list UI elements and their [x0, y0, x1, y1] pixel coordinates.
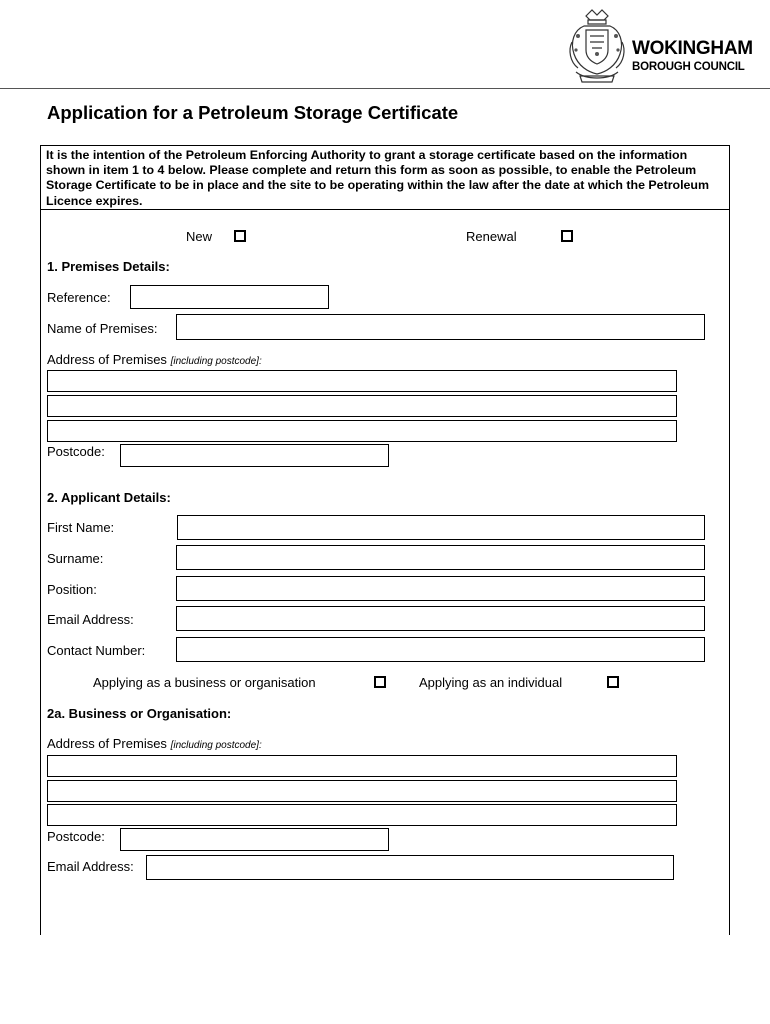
business-address-note: [including postcode]:	[170, 740, 262, 751]
renewal-label: Renewal	[466, 229, 517, 244]
applicant-email-field[interactable]	[176, 606, 705, 631]
contact-number-label: Contact Number:	[47, 643, 146, 658]
business-postcode-label: Postcode:	[47, 829, 105, 844]
contact-number-field[interactable]	[176, 637, 705, 662]
premises-postcode-field[interactable]	[120, 444, 389, 467]
renewal-checkbox[interactable]	[561, 230, 573, 242]
business-address-label	[47, 736, 262, 751]
intro-text: It is the intention of the Petroleum Enforcing Authority to grant a storage certificate based on the information shown in item 1 to 4 below. Please complete and return this form as soon as possible, to enable the Petroleum Storage Certificate to be in place and the site to be operating within the law after the date at which the Petroleum Licence expires.	[46, 148, 710, 208]
applicant-email-label: Email Address:	[47, 612, 134, 627]
business-postcode-field[interactable]	[120, 828, 389, 851]
reference-field[interactable]	[130, 285, 329, 309]
council-crest-icon	[566, 6, 628, 84]
council-subtitle: BOROUGH COUNCIL	[632, 61, 745, 73]
premises-address-label	[47, 352, 262, 367]
as-business-label: Applying as a business or organisation	[93, 675, 316, 690]
new-checkbox[interactable]	[234, 230, 246, 242]
council-name: WOKINGHAM	[632, 38, 753, 59]
business-address-line-2[interactable]	[47, 780, 677, 802]
surname-label: Surname:	[47, 551, 104, 566]
premises-address-line-3[interactable]	[47, 420, 677, 442]
position-field[interactable]	[176, 576, 705, 601]
premises-name-field[interactable]	[176, 314, 705, 340]
premises-postcode-label: Postcode:	[47, 444, 105, 459]
as-individual-label: Applying as an individual	[419, 675, 563, 690]
business-email-label: Email Address:	[47, 859, 134, 874]
surname-field[interactable]	[176, 545, 705, 570]
as-business-checkbox[interactable]	[374, 676, 386, 688]
first-name-field[interactable]	[177, 515, 705, 540]
header-divider	[0, 88, 770, 89]
premises-address-label-text: Address of Premises	[47, 352, 167, 367]
business-email-field[interactable]	[146, 855, 674, 880]
premises-heading: 1. Premises Details:	[47, 259, 170, 274]
premises-address-line-1[interactable]	[47, 370, 677, 392]
premises-address-line-2[interactable]	[47, 395, 677, 417]
premises-name-label: Name of Premises:	[47, 321, 158, 336]
as-individual-checkbox[interactable]	[607, 676, 619, 688]
reference-label: Reference:	[47, 290, 111, 305]
first-name-label: First Name:	[47, 520, 115, 535]
business-address-line-3[interactable]	[47, 804, 677, 826]
business-heading: 2a. Business or Organisation:	[47, 706, 232, 721]
new-label: New	[186, 229, 213, 244]
premises-address-note: [including postcode]:	[170, 356, 262, 367]
position-label: Position:	[47, 582, 97, 597]
page-title: Application for a Petroleum Storage Certificate	[47, 102, 459, 123]
applicant-heading: 2. Applicant Details:	[47, 490, 171, 505]
business-address-label-text: Address of Premises	[47, 736, 167, 751]
business-address-line-1[interactable]	[47, 755, 677, 777]
